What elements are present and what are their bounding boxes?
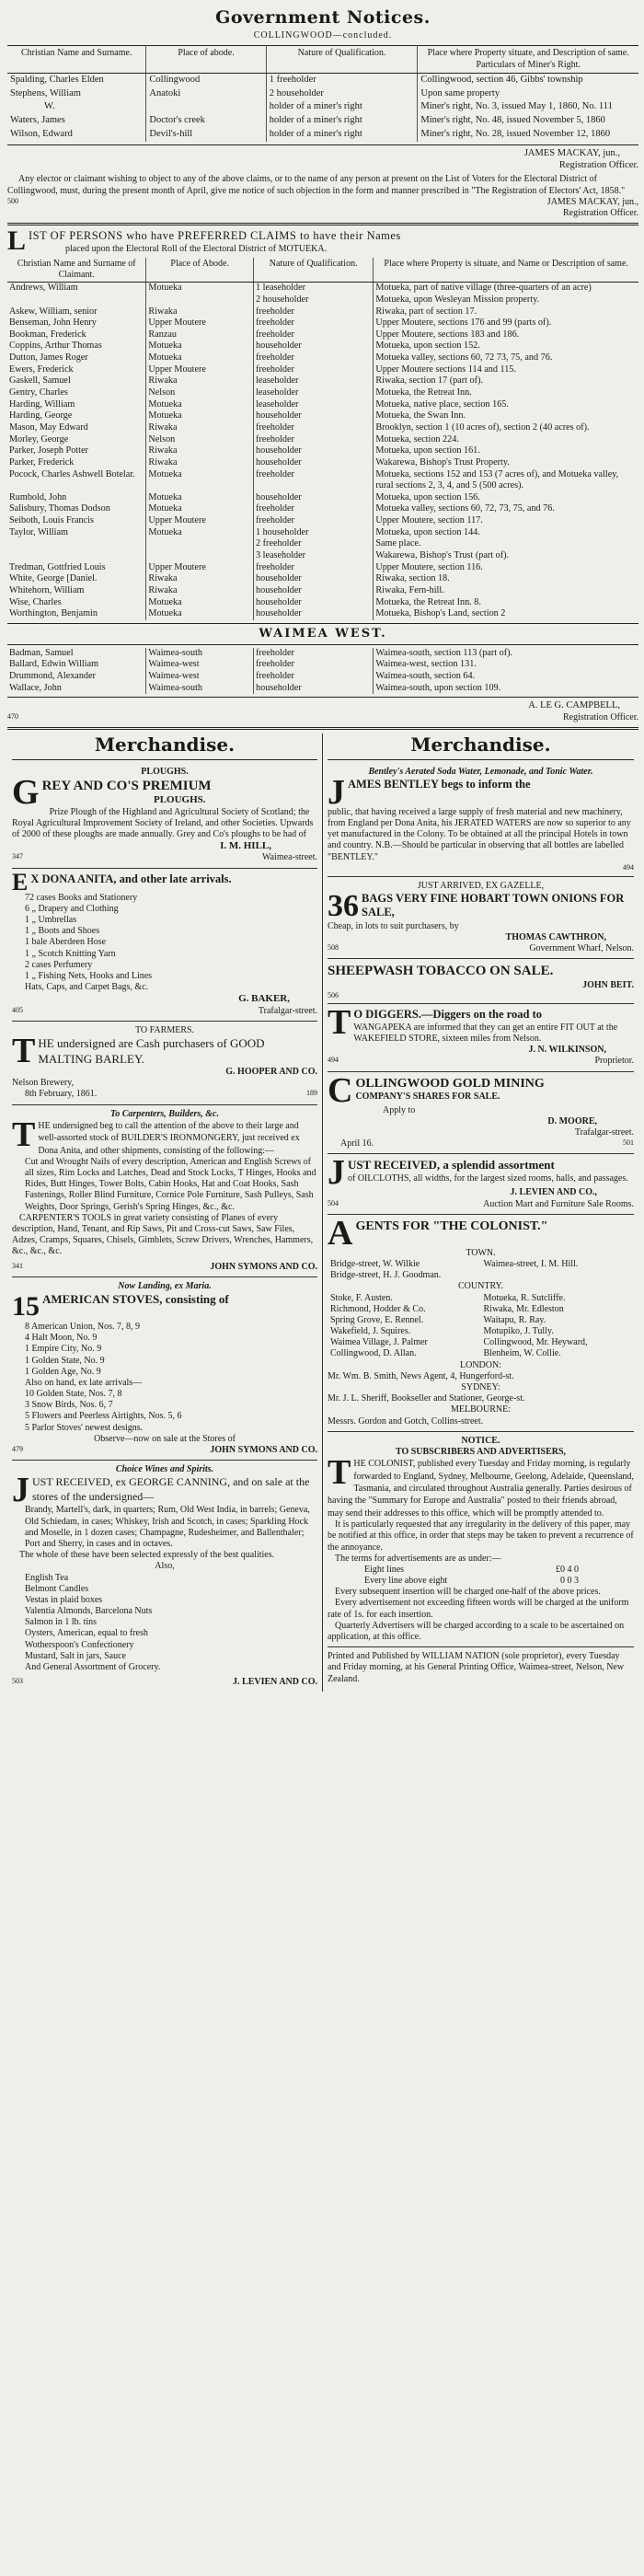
table-cell: Same place. bbox=[375, 538, 421, 549]
table-row bbox=[7, 659, 638, 671]
table-cell: Motueka bbox=[146, 597, 254, 609]
table-row bbox=[7, 295, 638, 306]
list-item: 10 Golden State, Nos. 7, 8 bbox=[25, 1389, 122, 1400]
list-item: 1 bale Aberdeen Hose bbox=[25, 937, 107, 948]
list-item: 1 „ Umbrellas bbox=[25, 915, 77, 926]
table-cell: freeholder bbox=[254, 434, 374, 446]
table-row bbox=[7, 527, 638, 539]
builders-ad: To Carpenters, Builders, &c. THE undersigned beg to call the attention of the above to their large and well-assorted stock of BUILDER'S IRONMONGERY, just received ex Dona Anita, and other shipments, consisting of the following:— Cut and Wrought Nails of every description, American and English Screws of all sizes, Rim Locks and Latches, Dead and Stock Locks, T Hinges, Hooks and Rides, Butt Hinges, Tower Bolts, Cabin Hooks, Hat and Coat Hooks, Sash Fastenings, Roller Blind Furniture, Cornice Pole Furniture, Sash Pulleys, Sash Weights, Door Springs, Gerish's Spring Hinges, &c., &c. CARPENTER'S TOOLS in great variety consisting of Planes of every description, Hand, Tenant, and Rip Saws, Pit and Cross-cut Saws, Saw Files, Adzes, Cramps, Squares, Chisels, Gimblets, Screw Drivers, Wrenches, Hammers, &c., &c., &c. 341 JOHN SYMONS AND CO. bbox=[12, 1105, 317, 1277]
list-item: Oysters, American, equal to fresh bbox=[25, 1628, 148, 1639]
table-cell: Coppins, Arthur Thomas bbox=[7, 341, 146, 352]
table-row: W. holder of a miner's right Miner's right, No. 3, issued May 1, 1860, No. 111 bbox=[7, 100, 638, 114]
table-cell: Upper Moutere, sections 183 and 186. bbox=[375, 329, 520, 340]
merchandise-columns bbox=[7, 734, 638, 1692]
col-header: Christian Name and Surname. bbox=[7, 46, 146, 73]
imprint: Printed and Published by WILLIAM NATION (sole proprietor), every Tuesday and Friday morning, at his General Printing Office, Waimea-street, Nelson, New Zealand. bbox=[328, 1651, 625, 1684]
wines-ad: Choice Wines and Spirits. JUST RECEIVED, ex GEORGE CANNING, and on sale at the stores of the undersigned— Brandy, Martell's, dark, in quarters; Rum, Old West India, in barrels; Geneva, Old Schiedam, in cases; Whiskey, Irish and Scotch, in cases; Sparkling Hock and Moselle, in 1 dozen cases; Champagne, Rudesheimer, and Ballenthaler; Port and Sherry, in cases and in octaves. The whole of these have been selected expressly of the best qualities. Also, English Tea Belmont Candles Vestas in plaid boxes Valentia Almonds, Barcelona Nuts Salmon in 1 lb. tins Oysters, American, equal to fresh Wotherspoon's Confectionery Mustard, Salt in jars, Sauce And General Assortment of Grocery. 503 J. LEVIEN AND CO. bbox=[12, 1464, 317, 1688]
agent-row: Spring Grove, E. Rennel. Waitapu, R. Ray. bbox=[330, 1314, 546, 1325]
table-row bbox=[7, 364, 638, 376]
list-item: 8 American Union, Nos. 7, 8, 9 bbox=[25, 1321, 140, 1332]
agent-row: Bridge-street, H. J. Goodman. bbox=[330, 1270, 442, 1281]
table-row bbox=[7, 469, 638, 492]
table-cell: Wakarewa, Bishop's Trust (part of). bbox=[375, 549, 510, 560]
table-cell bbox=[146, 295, 254, 306]
table-cell: householder bbox=[254, 585, 374, 597]
table-cell: Riwaka bbox=[146, 445, 254, 457]
table-cell: 1 householder bbox=[254, 527, 374, 539]
table-cell: Upper Moutere, section 116. bbox=[375, 561, 483, 572]
table-cell: Riwaka, section 18. bbox=[375, 573, 450, 584]
table-cell: Motueka bbox=[146, 492, 254, 504]
table-cell: freeholder bbox=[254, 318, 374, 329]
list-item: 1 „ Boots and Shoes bbox=[25, 926, 100, 937]
table-cell: White, George [Daniel. bbox=[7, 573, 146, 585]
list-item: And General Assortment of Grocery. bbox=[25, 1662, 161, 1673]
table-cell: freeholder bbox=[254, 306, 374, 318]
list-item: 1 Golden Age, No. 9 bbox=[25, 1366, 101, 1377]
table-cell: Parker, Joseph Potter bbox=[7, 445, 146, 457]
list-item: 1 „ Scotch Knitting Yarn bbox=[25, 948, 116, 959]
list-item: 1 „ Fishing Nets, Hooks and Lines bbox=[25, 970, 153, 981]
table-cell: Motueka, part of native village (three-quarters of an acre) bbox=[375, 283, 592, 294]
table-row bbox=[7, 318, 638, 329]
table-cell: householder bbox=[254, 608, 374, 620]
table-row bbox=[7, 597, 638, 609]
signature-role: Registration Officer. bbox=[562, 712, 638, 723]
table-cell: Motueka bbox=[146, 469, 254, 492]
table-row bbox=[7, 608, 638, 620]
list-item: Mustard, Salt in jars, Sauce bbox=[25, 1650, 126, 1661]
table-cell: freeholder bbox=[254, 562, 374, 574]
hobart-onions-ad: JUST ARRIVED, EX GAZELLE, 36 BAGS VERY FINE HOBART TOWN ONIONS FOR SALE, Cheap, in lots to suit purchasers, by THOMAS CAWTHRON, 508 Government Wharf, Nelson. bbox=[328, 877, 634, 960]
table-cell: Seiboth, Louis Francis bbox=[7, 515, 146, 527]
table-cell: Drummond, Alexander bbox=[7, 671, 146, 683]
signature-line bbox=[7, 197, 638, 208]
table-cell: Gentry, Charles bbox=[7, 387, 146, 399]
table-cell: Motueka, upon section 156. bbox=[375, 491, 480, 502]
list-item: 5 Parlor Stoves' newest designs. bbox=[25, 1422, 144, 1433]
table-cell: freeholder bbox=[254, 515, 374, 527]
signature: JAMES MACKAY, jun., bbox=[546, 196, 638, 207]
table-row bbox=[7, 550, 638, 562]
table-row bbox=[7, 283, 638, 295]
table-cell: Upper Moutere sections 114 and 115. bbox=[375, 364, 516, 375]
agent-row: Wakefield, J. Squires. Motupiko, J. Tully. bbox=[330, 1326, 554, 1337]
table-cell: freeholder bbox=[254, 364, 374, 376]
table-cell: Motueka bbox=[146, 503, 254, 515]
table-row bbox=[7, 306, 638, 318]
table-cell: Motueka, upon section 161. bbox=[375, 445, 480, 456]
table-cell: Harding, William bbox=[7, 399, 146, 411]
table-cell: Wakarewa, Bishop's Trust Property. bbox=[375, 456, 510, 468]
table-row bbox=[7, 352, 638, 364]
table-cell: Badman, Samuel bbox=[7, 648, 146, 660]
table-cell: Waimea-west, section 131. bbox=[375, 659, 477, 670]
table-cell: 1 leaseholder bbox=[254, 283, 374, 295]
table-cell: freeholder bbox=[254, 503, 374, 515]
gold-mining-ad: COLLINGWOOD GOLD MINING COMPANY'S SHARES FOR SALE. Apply to D. MOORE, Trafalgar-street. April 16. 501 bbox=[328, 1072, 634, 1155]
drop-cap: L bbox=[7, 225, 27, 257]
table-cell: Dutton, James Roger bbox=[7, 352, 146, 364]
table-cell: Ewers, Frederick bbox=[7, 364, 146, 376]
table-cell: Riwaka, section 17 (part of). bbox=[375, 375, 483, 387]
ploughs-ad: PLOUGHS. GREY AND CO'S PREMIUM PLOUGHS. Prize Plough of the Highland and Agricultural Society of Scotland; the Royal Agricultural Improvement Society of Ireland, and other Societies. Upwards of 2000 of these ploughs are made annually. Grey and Co's ploughs to be had of I. M. HILL, 347 Waimea-street. bbox=[12, 763, 317, 869]
table-cell: Motueka valley, sections 60, 72 73, 75, and 76. bbox=[375, 352, 553, 364]
table-cell: Waimea-south, upon section 109. bbox=[375, 682, 501, 693]
table-cell: Riwaka bbox=[146, 457, 254, 469]
table-cell: Motueka, upon section 152. bbox=[375, 341, 480, 352]
table-cell: Motueka bbox=[146, 341, 254, 352]
table-row bbox=[7, 562, 638, 574]
american-stoves-ad: Now Landing, ex Maria. 15 AMERICAN STOVES, consisting of 8 American Union, Nos. 7, 8, 9 4 Halt Moon, No. 9 1 Empire City, No. 9 1 Golden State, No. 9 1 Golden Age, No. 9 Also on hand, ex late arrivals— 10 Golden State, Nos. 7, 8 3 Snow Birds, Nos. 6, 7 5 Flowers and Peerless Airtights, Nos. 5, 6 5 Parlor Stoves' newest designs. Observe—now on sale at the Stores of 479 JOHN SYMONS AND CO. bbox=[12, 1277, 317, 1461]
table-cell: freeholder bbox=[254, 469, 374, 492]
table-cell: Motueka bbox=[146, 352, 254, 364]
table-cell: Riwaka bbox=[146, 573, 254, 585]
list-item: 6 „ Drapery and Clothing bbox=[25, 903, 119, 914]
table-row bbox=[7, 648, 638, 660]
table-cell: householder bbox=[254, 683, 374, 695]
preferred-claims-title: L IST OF PERSONS who have PREFERRED CLAIMS to have their Names placed upon the Electoral Roll of the Electoral District of MOTUEKA. bbox=[7, 225, 401, 257]
table-cell: Motueka, Bishop's Land, section 2 bbox=[375, 608, 506, 619]
bentley-ad: Bentley's Aerated Soda Water, Lemonade, and Tonic Water. JAMES BENTLEY begs to inform the public, that having received a large supply of fresh material and new machinery, from England per Dona Anita, his JERATED WATERS are now so superior to any yet manufactured in the Colony. To be obtained at all the principal Hotels in town and country. N.B.—Should be particular in observing that all bottles are labelled "BENTLEY." 494 bbox=[328, 763, 634, 877]
table-cell: Mason, May Edward bbox=[7, 422, 146, 434]
table-cell: freeholder bbox=[254, 329, 374, 341]
table-cell: leaseholder bbox=[254, 387, 374, 399]
table-cell: freeholder bbox=[254, 352, 374, 364]
table-cell: Riwaka bbox=[146, 422, 254, 434]
list-item: 2 cases Perfumery bbox=[25, 959, 93, 970]
right-column bbox=[323, 734, 638, 1692]
table-row: Stephens, William Anatoki 2 householder Upon same property bbox=[7, 87, 638, 101]
table-cell: householder bbox=[254, 410, 374, 422]
table-cell: leaseholder bbox=[254, 375, 374, 387]
government-notices-masthead: Government Notices. bbox=[215, 7, 431, 28]
collingwood-subtitle: COLLINGWOOD—concluded. bbox=[253, 30, 393, 41]
table-cell: Motueka, native place, section 165. bbox=[375, 399, 509, 410]
table-cell: Taylor, William bbox=[7, 527, 146, 539]
list-item: 5 Flowers and Peerless Airtights, Nos. 5, 6 bbox=[25, 1411, 182, 1422]
ad-number: 470 bbox=[7, 712, 18, 722]
table-cell: Motueka, the Retreat Inn. bbox=[375, 387, 472, 399]
table-cell: freeholder bbox=[254, 648, 374, 660]
signature-role: Registration Officer. bbox=[562, 207, 638, 218]
signature: JAMES MACKAY, jun., bbox=[523, 147, 620, 158]
table-cell: Motueka, upon section 144. bbox=[375, 526, 480, 537]
table-cell: Upper Moutere bbox=[146, 318, 254, 329]
table-cell bbox=[7, 550, 146, 562]
table-cell: freeholder bbox=[254, 671, 374, 683]
list-item: Wotherspoon's Confectionery bbox=[25, 1639, 134, 1650]
agent-row: Richmond, Hodder & Co. Riwaka, Mr. Edleston bbox=[330, 1303, 564, 1314]
table-cell: leaseholder bbox=[254, 399, 374, 411]
signature-role: Registration Officer. bbox=[558, 159, 638, 170]
agent-row: Bridge-street, W. Wilkie Waimea-street, I. M. Hill. bbox=[330, 1258, 579, 1269]
table-cell: Motueka, the Retreat Inn. 8. bbox=[375, 596, 481, 607]
table-row bbox=[7, 399, 638, 411]
table-row bbox=[7, 341, 638, 352]
table-cell: Motueka, sections 152 and 153 (7 acres of), and Motueka valley, rural sections 2, 3, 4, and 5 (500 acres). bbox=[375, 468, 619, 491]
table-cell: Salisbury, Thomas Dodson bbox=[7, 503, 146, 515]
table-cell: Harding, George bbox=[7, 410, 146, 422]
table-cell: Waimea-west bbox=[146, 671, 254, 683]
oilcloths-ad: JUST RECEIVED, a splendid assortment of OILCLOTHS, all widths, for the largest sized rooms, halls, and passages. J. LEVIEN AND CO., 504 Auction Mart and Furniture Sale Rooms. bbox=[328, 1154, 634, 1214]
table-cell: Waimea-south bbox=[146, 648, 254, 660]
objection-notice: Any elector or claimant wishing to object to any of the above claims, or to the name of any person at present on the List of Voters for the Electoral District of Collingwood, must, during the present month of April, give me notice of such objection in the form and manner prescribed in "The Registration of Electors' Act, 1858." bbox=[7, 174, 626, 196]
table-cell: Upper Moutere bbox=[146, 562, 254, 574]
table-cell: householder bbox=[254, 573, 374, 585]
table-cell: Whitehorn, William bbox=[7, 585, 146, 597]
table-row bbox=[7, 329, 638, 341]
table-cell: Motueka, the Swan Inn. bbox=[375, 410, 466, 422]
col-header: Place of abode. bbox=[146, 46, 266, 73]
table-cell: Morley, George bbox=[7, 434, 146, 446]
merchandise-heading: Merchandise. bbox=[94, 734, 236, 757]
table-cell: 3 leaseholder bbox=[254, 550, 374, 562]
list-item: 1 Empire City, No. 9 bbox=[25, 1344, 102, 1355]
table-cell: Bookman, Frederick bbox=[7, 329, 146, 341]
table-cell: Ballard, Edwin William bbox=[7, 659, 146, 671]
table-cell: Ranzau bbox=[146, 329, 254, 341]
signature: A. LE G. CAMPBELL, bbox=[528, 700, 620, 711]
table-cell: freeholder bbox=[254, 422, 374, 434]
list-item: English Tea bbox=[25, 1572, 69, 1583]
table-cell: Waimea-south, section 113 (part of). bbox=[375, 647, 513, 658]
list-item: Vestas in plaid boxes bbox=[25, 1594, 103, 1605]
list-item: Also on hand, ex late arrivals— bbox=[25, 1377, 143, 1388]
table-row bbox=[7, 538, 638, 550]
sheepwash-tobacco-ad: SHEEPWASH TOBACCO ON SALE. JOHN BEIT. 506 bbox=[328, 959, 634, 1004]
table-row bbox=[7, 503, 638, 515]
table-row bbox=[7, 445, 638, 457]
table-cell: Riwaka, part of section 17. bbox=[375, 306, 477, 317]
table-cell: Brooklyn, section 1 (10 acres of), section 2 (40 acres of). bbox=[375, 422, 590, 433]
table-row bbox=[7, 434, 638, 446]
to-farmers-ad: TO FARMERS. THE undersigned are Cash purchasers of GOOD MALTING BARLEY. G. HOOPER AND CO. Nelson Brewery, 8th February, 1861. 189 bbox=[12, 1022, 317, 1105]
table-row bbox=[7, 387, 638, 399]
table-cell: Motueka bbox=[146, 410, 254, 422]
col-header: Place where Property situate, and Description of same. Particulars of Miner's Right. bbox=[418, 46, 638, 73]
agent-row: Collingwood, D. Allan. Blenheim, W. Collie. bbox=[330, 1348, 561, 1359]
table-cell: Upper Moutere, section 117. bbox=[375, 515, 483, 526]
table-cell: Motueka, section 224. bbox=[375, 433, 459, 445]
list-item: 1 Golden State, No. 9 bbox=[25, 1355, 105, 1366]
col-header: Nature of Qualification. bbox=[266, 46, 418, 73]
table-cell: Wallace, John bbox=[7, 683, 146, 695]
table-cell: Motueka bbox=[146, 608, 254, 620]
table-cell: Tredman, Gottfried Louis bbox=[7, 562, 146, 574]
table-cell: Andrews, William bbox=[7, 283, 146, 295]
colonist-agents-ad: AGENTS FOR "THE COLONIST." TOWN. Bridge-street, W. Wilkie Waimea-street, I. M. Hill. Bridge-street, H. J. Goodman. COUNTRY. Stoke, F. Austen. Motueka, R. Sutcliffe. Richmond, Hodder & Co. Riwaka, Mr. Edleston Spring Grove, E. Rennel. Waitapu, R. Ray. Wakefield, J. Squires. Motupiko, J. Tully. Waimea Village, J. Palmer Collingwood, Mr. Heyward, Collingwood, D. Allan. Blenheim, W. Collie. LONDON: Mr. Wm. B. Smith, News Agent, 4, Hungerford-st. SYDNEY: Mr. J. L. Sheriff, Bookseller and Stationer, George-st. MELBOURNE: Messrs. Gordon and Gotch, Collins-street. bbox=[328, 1215, 634, 1432]
collingwood-table bbox=[7, 45, 638, 141]
table-row bbox=[7, 375, 638, 387]
table-cell: Gaskell, Samuel bbox=[7, 375, 146, 387]
table-cell bbox=[7, 295, 146, 306]
list-item: Salmon in 1 lb. tins bbox=[25, 1617, 98, 1628]
list-item: 4 Halt Moon, No. 9 bbox=[25, 1333, 98, 1344]
table-row bbox=[7, 671, 638, 683]
left-column bbox=[7, 734, 323, 1692]
waimea-west-heading: WAIMEA WEST. bbox=[259, 626, 387, 641]
table-cell: Rumbold, John bbox=[7, 492, 146, 504]
list-item: 3 Snow Birds, Nos. 6, 7 bbox=[25, 1400, 113, 1411]
table-cell: 2 householder bbox=[254, 295, 374, 306]
list-item: 72 cases Books and Stationery bbox=[25, 892, 138, 903]
table-cell: Waimea-west bbox=[146, 659, 254, 671]
agent-row: Stoke, F. Austen. Motueka, R. Sutcliffe. bbox=[330, 1292, 566, 1303]
table-cell: Riwaka bbox=[146, 375, 254, 387]
table-row: Spalding, Charles Elden Collingwood 1 freeholder Collingwood, section 46, Gibbs' township bbox=[7, 73, 638, 87]
subscribers-notice: NOTICE. TO SUBSCRIBERS AND ADVERTISERS, THE COLONIST, published every Tuesday and Friday morning, is regularly forwarded to England, Sydney, Melbourne, Geelong, Adelaide, Queensland, Tasmania, and circulated throughout Australia generally. Parties desirous of having the "Summary for Europe and Australia" posted to their friends abroad, may send their addresses to this office, which will be promptly attended to. It is particularly requested that any irregularity in the delivery of this paper, may be notified at this office, in order that steps may be taken to prevent a recurrence of the annoyance. The terms for advertisements are as under:— Eight lines £0 4 0 Every line above eight 0 0 3 Every subsequent insertion will be charged one-half of the above prices. Every advertisement not exceeding fifteen words will be charged at the uniform rate of 1s. for each insertion. Quarterly Advertisers will be charged according to a scale to be ascertained on application, at this office. bbox=[328, 1432, 634, 1647]
table-cell: Upper Moutere, sections 176 and 99 (parts of). bbox=[375, 318, 552, 329]
table-cell: householder bbox=[254, 457, 374, 469]
table-row bbox=[7, 515, 638, 527]
table-row bbox=[7, 422, 638, 434]
table-cell: Motueka valley, sections 60, 72, 73, 75, and 76. bbox=[375, 503, 555, 514]
preferred-claims-table: Christian Name and Surname of Claimant. Place of Abode. Nature of Qualification. Place where Property is situate, and Name or Description of same. Andrews, William Motueka 1 leaseholder Motueka, part of native village (three-quarters of an acre) 2 householder Motueka, upon Wesleyan Mission property. Askew, William, senior Riwaka freeholder Riwaka, part of section 17. Benseman, John Henry Upper Moutere freeholder Upper Moutere, sections 176 and 99 (parts of). Bookman, Frederick Ranzau freeholder Upper Moutere, sections 183 and 186. Coppins, Arthur Thomas Motueka householder Motueka, upon section 152. Dutton, James Roger Motueka freeholder Motueka valley, sections 60, 72 73, 75, and 76. Ewers, Frederick Upper Moutere freeholder Upper Moutere sections 114 and 115. Gaskell, Samuel Riwaka leaseholder Riwaka, section 17 (part of). Gentry, Charles Nelson leaseholder Motueka, the Retreat Inn. Harding, William Motueka leaseholder Motueka, native place, section 165. Harding, George Motueka householder Motueka, the Swan Inn. Mason, May Edward Riwaka freeholder Brooklyn, section 1 (10 acres of), section 2 (40 acres of). Morley, George Nelson freeholder Motueka, section 224. Parker, Joseph Potter Riwaka householder Motueka, upon section 161. Parker, Frederick Riwaka householder Wakarewa, Bishop's Trust Property. Pocock, Charles Ashwell Botelar. Motueka freeholder Motueka, sections 152 and 153 (7 acres of), and Motueka valley, rural sections 2, 3, 4, and 5 (500 acres). Rumbold, John Motueka householder Motueka, upon section 156. Salisbury, Thomas Dodson Motueka freeholder Motueka valley, sections 60, 72, 73, 75, and 76. Seiboth, Louis Francis Upper Moutere freeholder Upper Moutere, section 117. Taylor, William Motueka 1 householder Motueka, upon section 144. 2 freeholder Same place. 3 leaseholder Wakarewa, Bishop's Trust (part of). Tredman, Gottfried Louis Upper Moutere freeholder Upper Moutere, section 116. White, George [Daniel. Riwaka householder Riwaka, section 18. Whitehorn, William Riwaka householder Riwaka, Fern-hill. Wise, Charles Motueka householder Motueka, the Retreat Inn. 8. Worthington, Benjamin Motueka householder Motueka, Bishop's Land, section 2 bbox=[7, 258, 638, 620]
table-row bbox=[7, 492, 638, 504]
waimea-west-table bbox=[7, 648, 638, 695]
table-cell: Motueka bbox=[146, 283, 254, 295]
table-cell: Upper Moutere bbox=[146, 515, 254, 527]
table-cell bbox=[146, 538, 254, 550]
table-cell bbox=[7, 538, 146, 550]
agent-row: Waimea Village, J. Palmer Collingwood, Mr. Heyward, bbox=[330, 1337, 588, 1348]
table-cell: 2 freeholder bbox=[254, 538, 374, 550]
list-item: Hats, Caps, and Carpet Bags, &c. bbox=[25, 982, 149, 993]
table-cell: Parker, Frederick bbox=[7, 457, 146, 469]
list-item: Belmont Candles bbox=[25, 1583, 89, 1594]
table-cell: Askew, William, senior bbox=[7, 306, 146, 318]
table-cell: householder bbox=[254, 597, 374, 609]
table-cell: Motueka, upon Wesleyan Mission property. bbox=[375, 294, 540, 305]
table-row bbox=[7, 683, 638, 695]
table-cell: Waimea-south bbox=[146, 683, 254, 695]
table-cell: Wise, Charles bbox=[7, 597, 146, 609]
table-cell: Worthington, Benjamin bbox=[7, 608, 146, 620]
table-cell: Riwaka bbox=[146, 306, 254, 318]
table-row bbox=[7, 585, 638, 597]
table-cell: Benseman, John Henry bbox=[7, 318, 146, 329]
table-row bbox=[7, 457, 638, 469]
table-cell: Motueka bbox=[146, 399, 254, 411]
to-diggers-ad: T O DIGGERS.—Diggers on the road to WANGAPEKA are informed that they can get an entire FIT OUT at the WAKEFIELD STORE, sixteen miles from Nelson. J. N. WILKINSON, 494 Proprietor. bbox=[328, 1004, 634, 1071]
table-cell: Nelson bbox=[146, 434, 254, 446]
table-cell: Motueka bbox=[146, 527, 254, 539]
table-cell: householder bbox=[254, 492, 374, 504]
table-cell bbox=[146, 550, 254, 562]
table-cell: householder bbox=[254, 445, 374, 457]
table-cell: Upper Moutere bbox=[146, 364, 254, 376]
table-row: Wilson, Edward Devil's-hill holder of a miner's right Miner's right, No. 28, issued November 12, 1860 bbox=[7, 128, 638, 142]
table-cell: Riwaka bbox=[146, 585, 254, 597]
table-cell: Pocock, Charles Ashwell Botelar. bbox=[7, 469, 146, 492]
table-cell: Riwaka, Fern-hill. bbox=[375, 584, 444, 595]
table-row bbox=[7, 410, 638, 422]
table-cell: freeholder bbox=[254, 659, 374, 671]
ex-dona-anita-ad: E X DONA ANITA, and other late arrivals. 72 cases Books and Stationery 6 „ Drapery and Clothing 1 „ Umbrellas 1 „ Boots and Shoes 1 bale Aberdeen Hose 1 „ Scotch Knitting Yarn 2 cases Perfumery 1 „ Fishing Nets, Hooks and Lines Hats, Caps, and Carpet Bags, &c. G. BAKER, 405 Trafalgar-street. bbox=[12, 869, 317, 1022]
table-row: Waters, James Doctor's creek holder of a miner's right Miner's right, No. 48, issued November 5, 1860 bbox=[7, 114, 638, 128]
table-row bbox=[7, 573, 638, 585]
table-cell: Waimea-south, section 64. bbox=[375, 670, 476, 681]
merchandise-heading: Merchandise. bbox=[410, 734, 551, 757]
list-item: Valentia Almonds, Barcelona Nuts bbox=[25, 1606, 153, 1617]
ad-number: 500 bbox=[7, 196, 18, 205]
table-cell: householder bbox=[254, 341, 374, 352]
table-cell: Nelson bbox=[146, 387, 254, 399]
